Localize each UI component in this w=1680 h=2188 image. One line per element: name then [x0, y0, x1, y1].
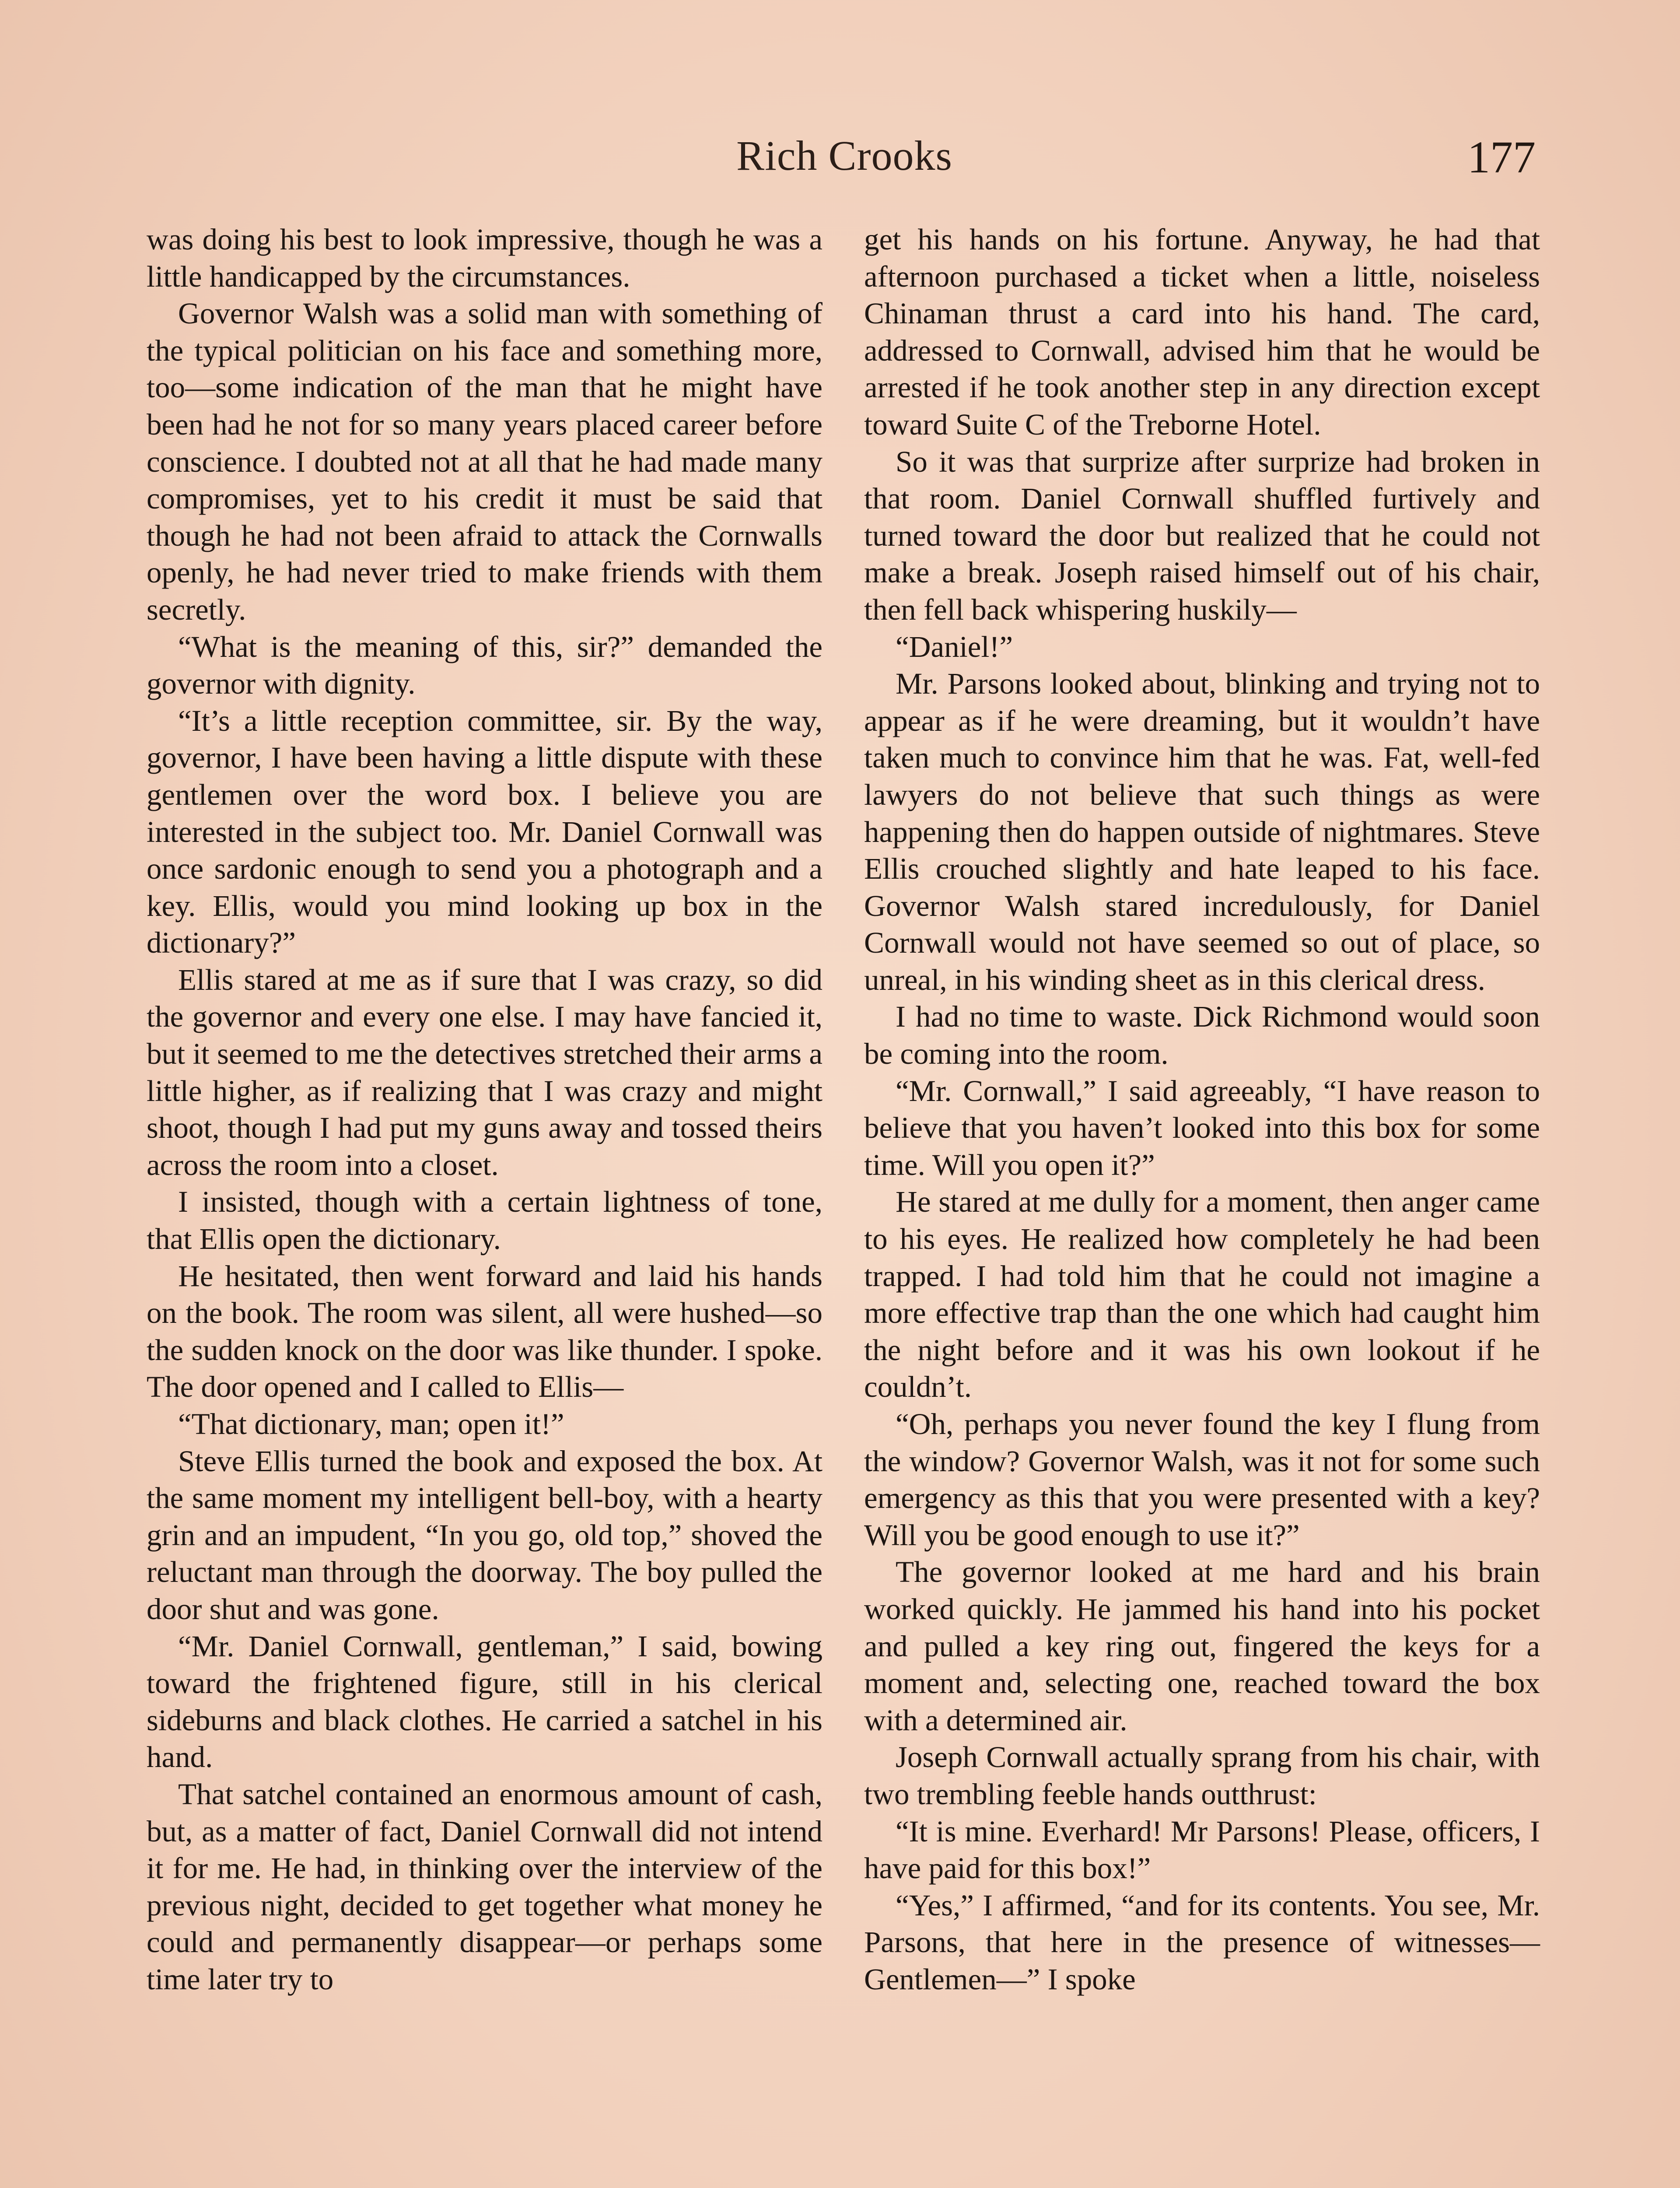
paragraph: So it was that surprize after surprize had broken in that room. Daniel Cornwall shuffled furtively and turned toward the door but realized that he could not make a break. Joseph raised himself out of his chair, then fell back whispering huskily— — [864, 445, 1540, 626]
paragraph: “Mr. Daniel Cornwall, gentleman,” I said, bowing toward the frightened figure, still in his clerical sideburns and black clothes. He carried a satchel in his hand. — [147, 1629, 822, 1774]
paragraph: “What is the meaning of this, sir?” demanded the governor with dignity. — [147, 630, 822, 701]
paragraph: He stared at me dully for a moment, then anger came to his eyes. He realized how completely he had been trapped. I had told him that he could not imagine a more effective trap than the one which had caught him the night before and it was his own lookout if he couldn’t. — [864, 1185, 1540, 1404]
paragraph: I had no time to waste. Dick Richmond would soon be coming into the room. — [864, 1000, 1540, 1071]
paragraph: get his hands on his fortune. Anyway, he had that afternoon purchased a ticket when a little, noiseless Chinaman thrust a card into his hand. The card, addressed to Cornwall, advised him that he would be arrested if he took another step in any direction except toward Suite C of the Treborne Hotel. — [864, 223, 1540, 441]
paragraph: I insisted, though with a certain lightness of tone, that Ellis open the dictionary. — [147, 1185, 822, 1256]
paragraph: Steve Ellis turned the book and exposed the box. At the same moment my intelligent bell-boy, with a hearty grin and an impudent, “In you go, old top,” shoved the reluctant man through the doorway. The boy pulled the door shut and was gone. — [147, 1444, 822, 1626]
paragraph: That satchel contained an enormous amount of cash, but, as a matter of fact, Daniel Cornwall did not intend it for me. He had, in thinking over the interview of the previous night, decided to get together what money he could and permanently disappear—or perhaps some time later try to — [147, 1777, 822, 1996]
page-number: 177 — [1467, 132, 1536, 182]
paragraph: Ellis stared at me as if sure that I was crazy, so did the governor and every one else. I may have fancied it, but it seemed to me the detectives stretched their arms a little higher, as if realizing that I was crazy and might shoot, though I had put my guns away and tossed theirs across the room into a closet. — [147, 963, 822, 1182]
paragraph: “Oh, perhaps you never found the key I flung from the window? Governor Walsh, was it not for some such emergency as this that you were presented with a key? Will you be good enough to use it?” — [864, 1407, 1540, 1552]
paragraph: “That dictionary, man; open it!” — [178, 1407, 564, 1441]
left-column — [147, 221, 822, 1998]
paragraph: The governor looked at me hard and his brain worked quickly. He jammed his hand into his pocket and pulled a key ring out, fingered the keys for a moment and, selecting one, reached toward the box with a determined air. — [864, 1555, 1540, 1737]
paragraph: Joseph Cornwall actually sprang from his chair, with two trembling feeble hands outthrust: — [864, 1740, 1540, 1811]
right-column — [864, 221, 1540, 1998]
paragraph: “Yes,” I affirmed, “and for its contents. You see, Mr. Parsons, that here in the presence of witnesses— Gentlemen—” I spoke — [864, 1888, 1540, 1996]
paragraph: He hesitated, then went forward and laid his hands on the book. The room was silent, all were hushed—so the sudden knock on the door was like thunder. I spoke. The door opened and I called to Ellis— — [147, 1259, 822, 1404]
paragraph: Mr. Parsons looked about, blinking and trying not to appear as if he were dreaming, but it wouldn’t have taken much to convince him that he was. Fat, well-fed lawyers do not believe that such things as were happening then do happen outside of nightmares. Steve Ellis crouched slightly and hate leaped to his face. Governor Walsh stared incredulously, for Daniel Cornwall would not have seemed so out of place, so unreal, in his winding sheet as in this clerical dress. — [864, 667, 1540, 996]
paragraph: “Daniel!” — [896, 630, 1013, 663]
paragraph: “Mr. Cornwall,” I said agreeably, “I have reason to believe that you haven’t looked into this box for some time. Will you open it?” — [864, 1074, 1540, 1182]
paragraph: was doing his best to look impressive, though he was a little handicapped by the circumstances. — [147, 223, 822, 293]
paragraph: Governor Walsh was a solid man with something of the typical politician on his face and something more, too—some indication of the man that he might have been had he not for so many years placed career before conscience. I doubted not at all that he had made many compromises, yet to his credit it must be said that though he had not been afraid to attack the Cornwalls openly, he had never tried to make friends with them secretly. — [147, 297, 822, 626]
running-title: Rich Crooks — [736, 132, 952, 179]
page-header — [0, 131, 1680, 193]
paragraph: “It’s a little reception committee, sir. By the way, governor, I have been having a little dispute with these gentlemen over the word box. I believe you are interested in the subject too. Mr. Daniel Cornwall was once sardonic enough to send you a photograph and a key. Ellis, would you mind looking up box in the dictionary?” — [147, 704, 822, 960]
paragraph: “It is mine. Everhard! Mr Parsons! Please, officers, I have paid for this box!” — [864, 1814, 1540, 1885]
